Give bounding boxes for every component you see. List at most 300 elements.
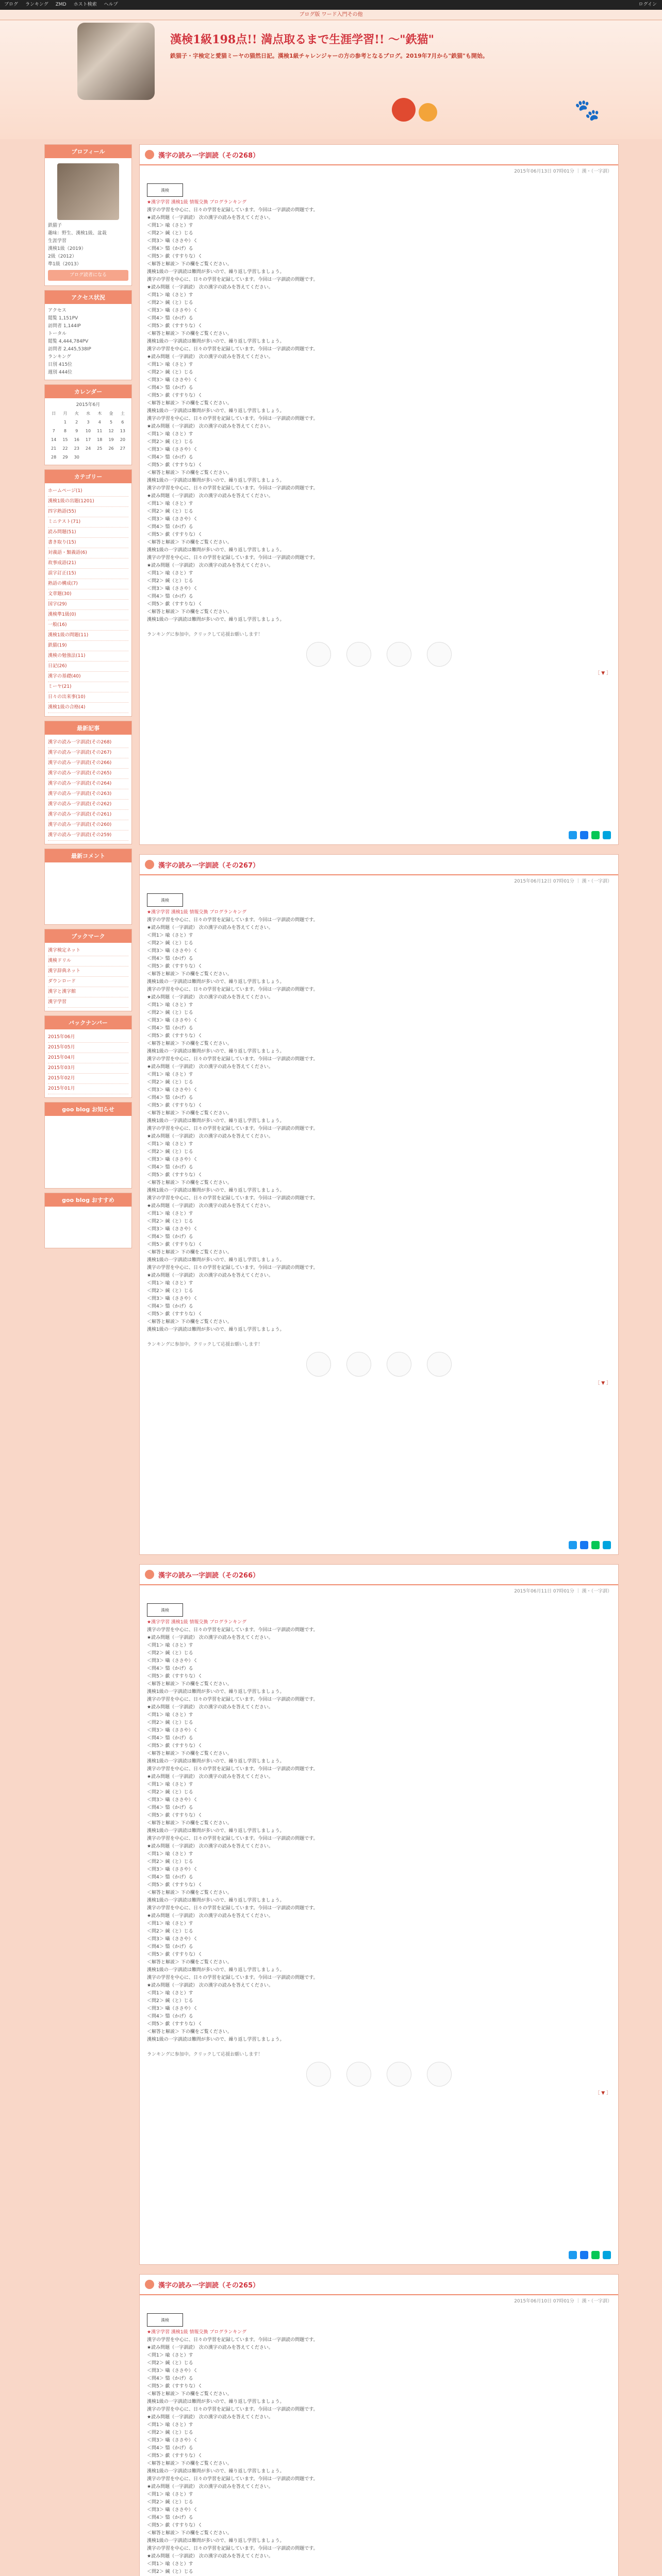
article-title[interactable]: 漢字の読み一字訓読（その266） bbox=[158, 1571, 260, 1580]
category-link[interactable]: ホームページ(1) bbox=[48, 486, 128, 497]
article-text-line: ＜問3＞ 囁（ささや）く bbox=[147, 1658, 198, 1664]
article-text-line: ＜解答と解説＞ 下の欄をご覧ください。 bbox=[147, 331, 232, 336]
calendar-day bbox=[94, 453, 105, 462]
article-text-line: ＜問4＞ 翳（かげ）る bbox=[147, 1736, 193, 1741]
bookmark-link[interactable]: 漢字学習 bbox=[48, 997, 128, 1008]
ranking-banner-icon[interactable] bbox=[427, 2062, 452, 2087]
article-text-line: 漢字の学習を中心に、日々の学習を記録しています。今回は一字訓読の問題です。 bbox=[147, 1767, 318, 1772]
calendar-weekday: 日 bbox=[52, 411, 56, 416]
bookmark-link[interactable]: 漢検ドリル bbox=[48, 956, 128, 967]
article-text-line: ＜問1＞ 喩（さと）す bbox=[147, 1072, 193, 1077]
article-text-line: ＜問2＞ 緘（と）じる bbox=[147, 439, 193, 445]
hatena-share-icon[interactable] bbox=[603, 2251, 611, 2259]
profile-image bbox=[57, 163, 119, 220]
calendar-day[interactable]: 8 bbox=[63, 429, 67, 433]
article-text-line: ＜解答と解説＞ 下の欄をご覧ください。 bbox=[147, 972, 232, 977]
ranking-banner-icon[interactable] bbox=[306, 2062, 331, 2087]
calendar-day[interactable]: 20 bbox=[120, 437, 125, 442]
article-text-line: 漢字の学習を中心に、日々の学習を記録しています。今回は一字訓読の問題です。 bbox=[147, 2337, 318, 2343]
calendar-day[interactable]: 9 bbox=[75, 429, 78, 433]
archive-link[interactable]: 2015年02月 bbox=[48, 1074, 128, 1084]
article-text-line: ＜問5＞ 歔（すすりな）く bbox=[147, 2523, 203, 2528]
calendar-day[interactable]: 7 bbox=[52, 429, 55, 433]
ranking-intro-link[interactable]: ★漢字学習 漢検1級 情報交換 ブログランキング bbox=[147, 1620, 247, 1625]
article-text-line: ＜問5＞ 歔（すすりな）く bbox=[147, 1242, 203, 1247]
bookmark-link[interactable]: ダウンロード bbox=[48, 977, 128, 987]
article-text-line: ＜問4＞ 翳（かげ）る bbox=[147, 2515, 193, 2520]
article-text-line: ＜問4＞ 翳（かげ）る bbox=[147, 385, 193, 391]
latest-article-link[interactable]: 漢字の読み一字訓読(その262) bbox=[48, 800, 128, 810]
article-text-line: ＜問3＞ 囁（ささや）く bbox=[147, 517, 198, 522]
calendar-day[interactable]: 16 bbox=[74, 437, 79, 442]
article-text-line: ＜解答と解説＞ 下の欄をご覧ください。 bbox=[147, 540, 232, 545]
article-text-line: 漢検1級の一字訓読は難問が多いので、繰り返し学習しましょう。 bbox=[147, 2037, 285, 2042]
stats-line: 訪問者 1,144IP bbox=[48, 324, 81, 329]
article-text-line: ＜問5＞ 歔（すすりな）く bbox=[147, 1312, 203, 1317]
ranking-intro-link[interactable]: ★漢字学習 漢検1級 情報交換 ブログランキング bbox=[147, 2330, 247, 2335]
article-text-line: ＜問3＞ 囁（ささや）く bbox=[147, 1018, 198, 1023]
category-link[interactable]: 誤字訂正(15) bbox=[48, 569, 128, 579]
category-box bbox=[44, 469, 132, 717]
article-text-line: ＜解答と解説＞ 下の欄をご覧ください。 bbox=[147, 2029, 232, 2035]
article-text-line: 漢字の学習を中心に、日々の学習を記録しています。今回は一字訓読の問題です。 bbox=[147, 555, 318, 561]
ranking-banner-icon[interactable] bbox=[387, 642, 411, 667]
article-text-line: 漢検1級の一字訓読は難問が多いので、繰り返し学習しましょう。 bbox=[147, 1828, 285, 1834]
category-link[interactable]: 一般(16) bbox=[48, 620, 128, 631]
article-text-line: ＜解答と解説＞ 下の欄をご覧ください。 bbox=[147, 401, 232, 406]
article-text-line: 漢検1級の一字訓読は難問が多いので、繰り返し学習しましょう。 bbox=[147, 1689, 285, 1694]
ranking-banner-icon[interactable] bbox=[427, 1352, 452, 1377]
category-link[interactable]: 漢検1級の出題(1201) bbox=[48, 497, 128, 507]
article-text-line: ＜問4＞ 翳（かげ）る bbox=[147, 524, 193, 530]
kanken-logo[interactable]: 漢検 bbox=[147, 183, 183, 197]
hatena-share-icon[interactable] bbox=[603, 1541, 611, 1549]
article-text-line: ＜解答と解説＞ 下の欄をご覧ください。 bbox=[147, 1041, 232, 1046]
article-text-line: ＜問2＞ 緘（と）じる bbox=[147, 1219, 193, 1224]
ranking-banner-icon[interactable] bbox=[346, 1352, 371, 1377]
calendar-day[interactable]: 22 bbox=[62, 446, 68, 451]
article bbox=[139, 854, 619, 1555]
article-text-line: ＜問3＞ 囁（ささや）く bbox=[147, 1088, 198, 1093]
category-link[interactable]: 漢検準1級(0) bbox=[48, 610, 128, 620]
article-text-line: ＜問5＞ 歔（すすりな）く bbox=[147, 1103, 203, 1108]
archive-link[interactable]: 2015年03月 bbox=[48, 1063, 128, 1074]
ranking-banner-icon[interactable] bbox=[306, 642, 331, 667]
article-text-line: ＜問2＞ 緘（と）じる bbox=[147, 2569, 193, 2574]
latest-article-link[interactable]: 漢字の読み一字訓読(その265) bbox=[48, 769, 128, 779]
archive-link[interactable]: 2015年01月 bbox=[48, 1084, 128, 1094]
category-link[interactable]: 故事成語(21) bbox=[48, 558, 128, 569]
calendar-day[interactable]: 23 bbox=[74, 446, 79, 451]
stats-line: ランキング bbox=[48, 354, 71, 360]
article-text-line: ★読み問題（一字訓読） 次の漢字の読みを答えてください。 bbox=[147, 285, 273, 290]
line-share-icon[interactable] bbox=[591, 1541, 600, 1549]
article-text-line: ＜問1＞ 喩（さと）す bbox=[147, 2353, 193, 2358]
article-text-line: ★読み問題（一字訓読） 次の漢字の読みを答えてください。 bbox=[147, 2484, 273, 2489]
article-text-line: ＜問2＞ 緘（と）じる bbox=[147, 1790, 193, 1795]
calendar-day[interactable]: 2 bbox=[75, 420, 78, 425]
sidebar bbox=[44, 144, 132, 1252]
article-text-line: ＜問3＞ 囁（ささや）く bbox=[147, 1867, 198, 1872]
ranking-banner-icon[interactable] bbox=[427, 642, 452, 667]
kanken-logo[interactable]: 漢検 bbox=[147, 1603, 183, 1617]
category-link[interactable]: ミーヤ(21) bbox=[48, 682, 128, 692]
calendar-day[interactable]: 11 bbox=[97, 429, 103, 433]
line-share-icon[interactable] bbox=[591, 2251, 600, 2259]
article-text-line: ＜問5＞ 歔（すすりな）く bbox=[147, 2022, 203, 2027]
calendar-weekday: 土 bbox=[120, 411, 125, 416]
article-text-line: ★読み問題（一字訓読） 次の漢字の読みを答えてください。 bbox=[147, 563, 273, 568]
article-text-line: ＜解答と解説＞ 下の欄をご覧ください。 bbox=[147, 1319, 232, 1325]
article-bullet-icon bbox=[145, 2280, 154, 2289]
calendar-day[interactable]: 12 bbox=[108, 429, 114, 433]
article-text-line: ★読み問題（一字訓読） 次の漢字の読みを答えてください。 bbox=[147, 1774, 273, 1780]
article-text-line: ＜問4＞ 翳（かげ）る bbox=[147, 1095, 193, 1100]
facebook-share-icon[interactable] bbox=[580, 1541, 588, 1549]
article-text-line: ★読み問題（一字訓読） 次の漢字の読みを答えてください。 bbox=[147, 424, 273, 429]
blog-description: 鉄猫子・字検定と愛猫ミーヤの猫然日記。漢検1級チャレンジャーの方の参考となるブログ。2019年7月から"鉄猫"も開始。 bbox=[170, 53, 488, 59]
article-text-line: ＜問1＞ 喩（さと）す bbox=[147, 293, 193, 298]
twitter-share-icon[interactable] bbox=[569, 831, 577, 839]
category-link[interactable]: 書き取り(15) bbox=[48, 538, 128, 548]
latest-article-link[interactable]: 漢字の読み一字訓読(その268) bbox=[48, 738, 128, 748]
article-text-line: ＜問2＞ 緘（と）じる bbox=[147, 1149, 193, 1155]
calendar-day[interactable]: 29 bbox=[62, 455, 68, 460]
calendar-day[interactable]: 28 bbox=[51, 455, 57, 460]
facebook-share-icon[interactable] bbox=[580, 2251, 588, 2259]
calendar-box bbox=[44, 384, 132, 465]
latest-article-link[interactable]: 漢字の読み一字訓読(その263) bbox=[48, 789, 128, 800]
topbar-link-zmd[interactable]: ZMD bbox=[55, 2, 67, 7]
article-text-line: 漢検1級の一字訓読は難問が多いので、繰り返し学習しましょう。 bbox=[147, 2469, 285, 2474]
category-link[interactable]: 漢検1級の合格(4) bbox=[48, 703, 128, 713]
profile-line: 漢検1級（2019） bbox=[48, 246, 86, 251]
article-text-line: ＜問1＞ 喩（さと）す bbox=[147, 1003, 193, 1008]
article-text-line: ＜問2＞ 緘（と）じる bbox=[147, 579, 193, 584]
latest-article-link[interactable]: 漢字の読み一字訓読(その261) bbox=[48, 810, 128, 820]
article-text-line: ＜問1＞ 喩（さと）す bbox=[147, 2422, 193, 2428]
calendar-day bbox=[48, 418, 59, 427]
login-link[interactable]: ログイン bbox=[638, 2, 657, 7]
article-date[interactable]: 2015年06月12日 07時01分 ｜ 漢・（一字訓） bbox=[514, 879, 612, 884]
calendar-day[interactable]: 24 bbox=[85, 446, 91, 451]
calendar-table bbox=[48, 409, 128, 462]
category-link[interactable]: 日記(26) bbox=[48, 662, 128, 672]
calendar-weekday: 月 bbox=[63, 411, 68, 416]
article-text-line: ＜問3＞ 囁（ささや）く bbox=[147, 2006, 198, 2011]
profile-line: 準1級（2013） bbox=[48, 262, 81, 267]
article-text-line: 漢字の学習を中心に、日々の学習を記録しています。今回は一字訓読の問題です。 bbox=[147, 277, 318, 282]
article-text-line: ＜問2＞ 緘（と）じる bbox=[147, 1720, 193, 1725]
article-text-line: ＜問4＞ 翳（かげ）る bbox=[147, 1875, 193, 1880]
article-text-line: ＜問3＞ 囁（ささや）く bbox=[147, 1798, 198, 1803]
calendar-day[interactable]: 21 bbox=[51, 446, 57, 451]
article-text-line: ＜問1＞ 喩（さと）す bbox=[147, 2562, 193, 2567]
category-link[interactable]: 四字熟語(55) bbox=[48, 507, 128, 517]
article bbox=[139, 144, 619, 845]
article-date[interactable]: 2015年06月11日 07時01分 ｜ 漢・（一字訓） bbox=[514, 1589, 612, 1594]
article-text-line: 漢検1級の一字訓読は難問が多いので、繰り返し学習しましょう。 bbox=[147, 1968, 285, 1973]
category-link[interactable]: 鉄猫(19) bbox=[48, 641, 128, 651]
article-text-line: ＜問2＞ 緘（と）じる bbox=[147, 941, 193, 946]
stats-line: 週別 444位 bbox=[48, 370, 73, 375]
facebook-share-icon[interactable] bbox=[580, 831, 588, 839]
article-text-line: ＜問2＞ 緘（と）じる bbox=[147, 509, 193, 514]
article-text-line: ＜問2＞ 緘（と）じる bbox=[147, 231, 193, 236]
article-text-line: ＜問1＞ 喩（さと）す bbox=[147, 2492, 193, 2497]
profile-heading: プロフィール bbox=[45, 145, 131, 158]
top-strip[interactable]: ブログ版 ワード入門その他 bbox=[0, 10, 662, 20]
ranking-banner-icon[interactable] bbox=[306, 1352, 331, 1377]
article-text-line: ＜問4＞ 翳（かげ）る bbox=[147, 1026, 193, 1031]
article-text-line: ＜解答と解説＞ 下の欄をご覧ください。 bbox=[147, 470, 232, 476]
article-text-line: 漢字の学習を中心に、日々の学習を記録しています。今回は一字訓読の問題です。 bbox=[147, 416, 318, 421]
hatena-share-icon[interactable] bbox=[603, 831, 611, 839]
article-text-line: ＜問2＞ 緘（と）じる bbox=[147, 1010, 193, 1015]
article-text-line: ＜問3＞ 囁（ささや）く bbox=[147, 2368, 198, 2374]
article-text-line: 漢検1級の一字訓読は難問が多いので、繰り返し学習しましょう。 bbox=[147, 478, 285, 483]
latest-article-link[interactable]: 漢字の読み一字訓読(その264) bbox=[48, 779, 128, 789]
calendar-day[interactable]: 5 bbox=[110, 420, 113, 425]
article-text-line: 漢字の学習を中心に、日々の学習を記録しています。今回は一字訓読の問題です。 bbox=[147, 1126, 318, 1131]
archive-link[interactable]: 2015年04月 bbox=[48, 1053, 128, 1063]
article-text-line: ★読み問題（一字訓読） 次の漢字の読みを答えてください。 bbox=[147, 1983, 273, 1988]
profile-box bbox=[44, 144, 132, 286]
article-text-line: 漢検1級の一字訓読は難問が多いので、繰り返し学習しましょう。 bbox=[147, 409, 285, 414]
blog-title[interactable]: 漢検1級198点!! 満点取るまで生涯学習!! ～"鉄猫" bbox=[170, 33, 435, 46]
calendar-day[interactable]: 15 bbox=[62, 437, 68, 442]
article-text-line: ＜問5＞ 歔（すすりな）く bbox=[147, 2384, 203, 2389]
article-text-line: ＜問3＞ 囁（ささや）く bbox=[147, 1937, 198, 1942]
article-text-line: ＜問5＞ 歔（すすりな）く bbox=[147, 1743, 203, 1749]
goo-news-box bbox=[44, 1102, 132, 1189]
article-text-line: ★読み問題（一字訓読） 次の漢字の読みを答えてください。 bbox=[147, 1913, 273, 1919]
article-text-line: ＜問1＞ 喩（さと）す bbox=[147, 1782, 193, 1787]
calendar-day[interactable]: 17 bbox=[85, 437, 91, 442]
calendar-day[interactable]: 18 bbox=[97, 437, 103, 442]
article-text-line: ＜問1＞ 喩（さと）す bbox=[147, 1281, 193, 1286]
article-text-line: ＜問2＞ 緘（と）じる bbox=[147, 2500, 193, 2505]
article-text-line: ★読み問題（一字訓読） 次の漢字の読みを答えてください。 bbox=[147, 925, 273, 930]
blog-header bbox=[0, 21, 662, 139]
article-text-line: 漢検1級の一字訓読は難問が多いので、繰り返し学習しましょう。 bbox=[147, 1759, 285, 1764]
stats-box bbox=[44, 290, 132, 380]
ranking-intro-link[interactable]: ★漢字学習 漢検1級 情報交換 ブログランキング bbox=[147, 910, 247, 915]
kanken-logo[interactable]: 漢検 bbox=[147, 2313, 183, 2327]
line-share-icon[interactable] bbox=[591, 831, 600, 839]
category-link[interactable]: 対義語・類義語(6) bbox=[48, 548, 128, 558]
ranking-banner-icon[interactable] bbox=[387, 2062, 411, 2087]
bookmarks-box bbox=[44, 929, 132, 1011]
stats-line: 訪問者 2,445,538IP bbox=[48, 347, 91, 352]
article-text-line: ＜問5＞ 歔（すすりな）く bbox=[147, 463, 203, 468]
article-text-line: 漢字の学習を中心に、日々の学習を記録しています。今回は一字訓読の問題です。 bbox=[147, 1906, 318, 1911]
calendar-day[interactable]: 30 bbox=[74, 455, 79, 460]
article-text-line: ★読み問題（一字訓読） 次の漢字の読みを答えてください。 bbox=[147, 1204, 273, 1209]
article-text-line: ＜解答と解説＞ 下の欄をご覧ください。 bbox=[147, 1821, 232, 1826]
article-text-line: ★読み問題（一字訓読） 次の漢字の読みを答えてください。 bbox=[147, 2554, 273, 2559]
article-title[interactable]: 漢字の読み一字訓読（その268） bbox=[158, 151, 260, 160]
ranking-intro-link[interactable]: ★漢字学習 漢検1級 情報交換 ブログランキング bbox=[147, 200, 247, 205]
latest-article-link[interactable]: 漢字の読み一字訓読(その266) bbox=[48, 758, 128, 769]
calendar-day[interactable]: 6 bbox=[121, 420, 124, 425]
calendar-day[interactable]: 3 bbox=[87, 420, 90, 425]
category-link[interactable]: ミニテスト(71) bbox=[48, 517, 128, 528]
article-date[interactable]: 2015年06月10日 07時01分 ｜ 漢・（一字訓） bbox=[514, 2299, 612, 2304]
article-text-line: ＜問1＞ 喩（さと）す bbox=[147, 1921, 193, 1926]
article-text-line: 漢字の学習を中心に、日々の学習を記録しています。今回は一字訓読の問題です。 bbox=[147, 2546, 318, 2551]
article-text-line: ＜解答と解説＞ 下の欄をご覧ください。 bbox=[147, 2531, 232, 2536]
article-text-line: ＜問2＞ 緘（と）じる bbox=[147, 2430, 193, 2435]
twitter-share-icon[interactable] bbox=[569, 1541, 577, 1549]
topbar-link-blog[interactable]: ブログ bbox=[4, 2, 19, 7]
archive-link[interactable]: 2015年05月 bbox=[48, 1043, 128, 1053]
read-more-link[interactable]: ［ ▼ ］ bbox=[595, 671, 611, 676]
article-text-line: 漢字の学習を中心に、日々の学習を記録しています。今回は一字訓読の問題です。 bbox=[147, 2407, 318, 2412]
goo-recommend-heading: goo blog おすすめ bbox=[45, 1193, 131, 1207]
calendar-day[interactable]: 27 bbox=[120, 446, 125, 451]
header-cat-image bbox=[77, 23, 155, 100]
category-link[interactable]: 漢検1級の問題(11) bbox=[48, 631, 128, 641]
bookmark-link[interactable]: 漢字と漢字館 bbox=[48, 987, 128, 997]
article-text-line: ＜問4＞ 翳（かげ）る bbox=[147, 1666, 193, 1671]
paw-icon: 🐾 bbox=[574, 98, 600, 122]
latest-article-link[interactable]: 漢字の読み一字訓読(その259) bbox=[48, 831, 128, 841]
article-text-line: ＜解答と解説＞ 下の欄をご覧ください。 bbox=[147, 609, 232, 615]
article-bullet-icon bbox=[145, 860, 154, 869]
article bbox=[139, 1564, 619, 2265]
article-date[interactable]: 2015年06月13日 07時01分 ｜ 漢・（一字訓） bbox=[514, 169, 612, 174]
article-text-line: ＜解答と解説＞ 下の欄をご覧ください。 bbox=[147, 1751, 232, 1756]
article-text-line: 漢字の学習を中心に、日々の学習を記録しています。今回は一字訓読の問題です。 bbox=[147, 918, 318, 923]
category-link[interactable]: 文章題(30) bbox=[48, 589, 128, 600]
article-text-line: ＜問2＞ 緘（と）じる bbox=[147, 1651, 193, 1656]
article-text-line: ＜問5＞ 歔（すすりな）く bbox=[147, 2453, 203, 2459]
ranking-text: ランキングに参加中。クリックして応援お願いします！ bbox=[147, 632, 263, 637]
archive-box bbox=[44, 1015, 132, 1098]
article-text-line: ＜問3＞ 囁（ささや）く bbox=[147, 586, 198, 591]
article-text-line: 漢字の学習を中心に、日々の学習を記録しています。今回は一字訓読の問題です。 bbox=[147, 1265, 318, 1270]
article-text-line: ★読み問題（一字訓読） 次の漢字の読みを答えてください。 bbox=[147, 1635, 273, 1640]
article-text-line: ＜解答と解説＞ 下の欄をご覧ください。 bbox=[147, 262, 232, 267]
category-link[interactable]: 国字(29) bbox=[48, 600, 128, 610]
article-text-line: 漢字の学習を中心に、日々の学習を記録しています。今回は一字訓読の問題です。 bbox=[147, 1628, 318, 1633]
read-more-link[interactable]: ［ ▼ ］ bbox=[595, 1381, 611, 1386]
calendar-weekday: 水 bbox=[86, 411, 90, 416]
article-text-line: 漢検1級の一字訓読は難問が多いので、繰り返し学習しましょう。 bbox=[147, 1118, 285, 1124]
category-heading: カテゴリー bbox=[45, 470, 131, 483]
ranking-banner-icon[interactable] bbox=[346, 642, 371, 667]
article-text-line: ＜問5＞ 歔（すすりな）く bbox=[147, 1883, 203, 1888]
article-text-line: ＜問1＞ 喩（さと）す bbox=[147, 1713, 193, 1718]
article-text-line: ＜問5＞ 歔（すすりな）く bbox=[147, 324, 203, 329]
calendar-day[interactable]: 19 bbox=[108, 437, 114, 442]
goo-news-heading: goo blog お知らせ bbox=[45, 1103, 131, 1116]
article-text-line: ＜問1＞ 喩（さと）す bbox=[147, 571, 193, 576]
latest-article-link[interactable]: 漢字の読み一字訓読(その260) bbox=[48, 820, 128, 831]
article-text-line: ＜問2＞ 緘（と）じる bbox=[147, 1929, 193, 1934]
topbar-link-help[interactable]: ヘルプ bbox=[104, 2, 118, 7]
profile-line: 2級（2012） bbox=[48, 254, 77, 259]
article-text-line: ＜問1＞ 喩（さと）す bbox=[147, 362, 193, 367]
article-text-line: ＜問2＞ 緘（と）じる bbox=[147, 1859, 193, 1865]
ranking-banner-icon[interactable] bbox=[346, 2062, 371, 2087]
article-text-line: ★読み問題（一字訓読） 次の漢字の読みを答えてください。 bbox=[147, 1705, 273, 1710]
article-text-line: ＜問1＞ 喩（さと）す bbox=[147, 933, 193, 938]
article-text-line: 漢字の学習を中心に、日々の学習を記録しています。今回は一字訓読の問題です。 bbox=[147, 1697, 318, 1702]
article-text-line: 漢字の学習を中心に、日々の学習を記録しています。今回は一字訓読の問題です。 bbox=[147, 208, 318, 213]
calendar-day[interactable]: 14 bbox=[51, 437, 57, 442]
read-more-link[interactable]: ［ ▼ ］ bbox=[595, 2091, 611, 2096]
calendar-day[interactable]: 13 bbox=[120, 429, 125, 433]
category-link[interactable]: 漢検の勉強法(11) bbox=[48, 651, 128, 662]
yarn-ball-orange-icon bbox=[419, 103, 437, 122]
bookmark-link[interactable]: 漢字検定ネット bbox=[48, 946, 128, 956]
topbar-link-ranking[interactable]: ランキング bbox=[25, 2, 48, 7]
calendar-day[interactable]: 26 bbox=[108, 446, 114, 451]
twitter-share-icon[interactable] bbox=[569, 2251, 577, 2259]
category-link[interactable]: 読み問題(51) bbox=[48, 528, 128, 538]
article-text-line: ＜問1＞ 喩（さと）す bbox=[147, 1991, 193, 1996]
calendar-day[interactable]: 1 bbox=[63, 420, 67, 425]
kanken-logo[interactable]: 漢検 bbox=[147, 893, 183, 907]
article-text-line: ＜問3＞ 囁（ささや）く bbox=[147, 378, 198, 383]
article-title[interactable]: 漢字の読み一字訓読（その267） bbox=[158, 861, 260, 870]
calendar-day[interactable]: 25 bbox=[97, 446, 103, 451]
article-text-line: ★読み問題（一字訓読） 次の漢字の読みを答えてください。 bbox=[147, 215, 273, 221]
calendar-month: 2015年6月 bbox=[76, 402, 101, 408]
article-text-line: ＜問3＞ 囁（ささや）く bbox=[147, 948, 198, 954]
article-text-line: ★読み問題（一字訓読） 次の漢字の読みを答えてください。 bbox=[147, 1273, 273, 1278]
article-text-line: ＜問3＞ 囁（ささや）く bbox=[147, 1728, 198, 1733]
article-text-line: ＜問1＞ 喩（さと）す bbox=[147, 1643, 193, 1648]
topbar-link-host[interactable]: ホスト検索 bbox=[73, 2, 97, 7]
article-text-line: ＜問2＞ 緘（と）じる bbox=[147, 1289, 193, 1294]
ranking-banner-icon[interactable] bbox=[387, 1352, 411, 1377]
archive-link[interactable]: 2015年06月 bbox=[48, 1032, 128, 1043]
article-text-line: ＜問4＞ 翳（かげ）る bbox=[147, 246, 193, 251]
article-text-line: 漢字の学習を中心に、日々の学習を記録しています。今回は一字訓読の問題です。 bbox=[147, 2477, 318, 2482]
article-text-line: ＜解答と解説＞ 下の欄をご覧ください。 bbox=[147, 1250, 232, 1255]
calendar-day bbox=[105, 453, 117, 462]
article-text-line: ＜問4＞ 翳（かげ）る bbox=[147, 594, 193, 599]
article-text-line: ＜問3＞ 囁（ささや）く bbox=[147, 2438, 198, 2443]
calendar-day[interactable]: 4 bbox=[98, 420, 101, 425]
bookmark-link[interactable]: 漢字辞典ネット bbox=[48, 967, 128, 977]
article-text-line: ＜解答と解説＞ 下の欄をご覧ください。 bbox=[147, 1180, 232, 1185]
category-link[interactable]: 漢字の基礎(40) bbox=[48, 672, 128, 682]
profile-name[interactable]: 鉄猫子 bbox=[48, 223, 62, 228]
category-link[interactable]: 日々の出来事(10) bbox=[48, 692, 128, 703]
ranking-text: ランキングに参加中。クリックして応援お願いします！ bbox=[147, 1342, 263, 1347]
article-text-line: ＜問5＞ 歔（すすりな）く bbox=[147, 602, 203, 607]
category-link[interactable]: 熟語の構成(7) bbox=[48, 579, 128, 589]
article-text-line: ＜問2＞ 緘（と）じる bbox=[147, 1080, 193, 1085]
calendar-weekday: 火 bbox=[74, 411, 79, 416]
calendar-day bbox=[82, 453, 94, 462]
latest-article-link[interactable]: 漢字の読み一字訓読(その267) bbox=[48, 748, 128, 758]
article-title[interactable]: 漢字の読み一字訓読（その265） bbox=[158, 2281, 260, 2290]
article-text-line: ＜問4＞ 翳（かげ）る bbox=[147, 1165, 193, 1170]
calendar-day[interactable]: 10 bbox=[85, 429, 91, 433]
stats-line: 日別 415位 bbox=[48, 362, 73, 367]
article-text-line: ＜問4＞ 翳（かげ）る bbox=[147, 2014, 193, 2019]
article-text-line: 漢字の学習を中心に、日々の学習を記録しています。今回は一字訓読の問題です。 bbox=[147, 1196, 318, 1201]
article-text-line: 漢字の学習を中心に、日々の学習を記録しています。今回は一字訓読の問題です。 bbox=[147, 486, 318, 491]
follow-blog-button[interactable]: ブログ読者になる bbox=[48, 270, 128, 281]
main-content bbox=[139, 144, 619, 2576]
goo-recommend-box bbox=[44, 1193, 132, 1248]
